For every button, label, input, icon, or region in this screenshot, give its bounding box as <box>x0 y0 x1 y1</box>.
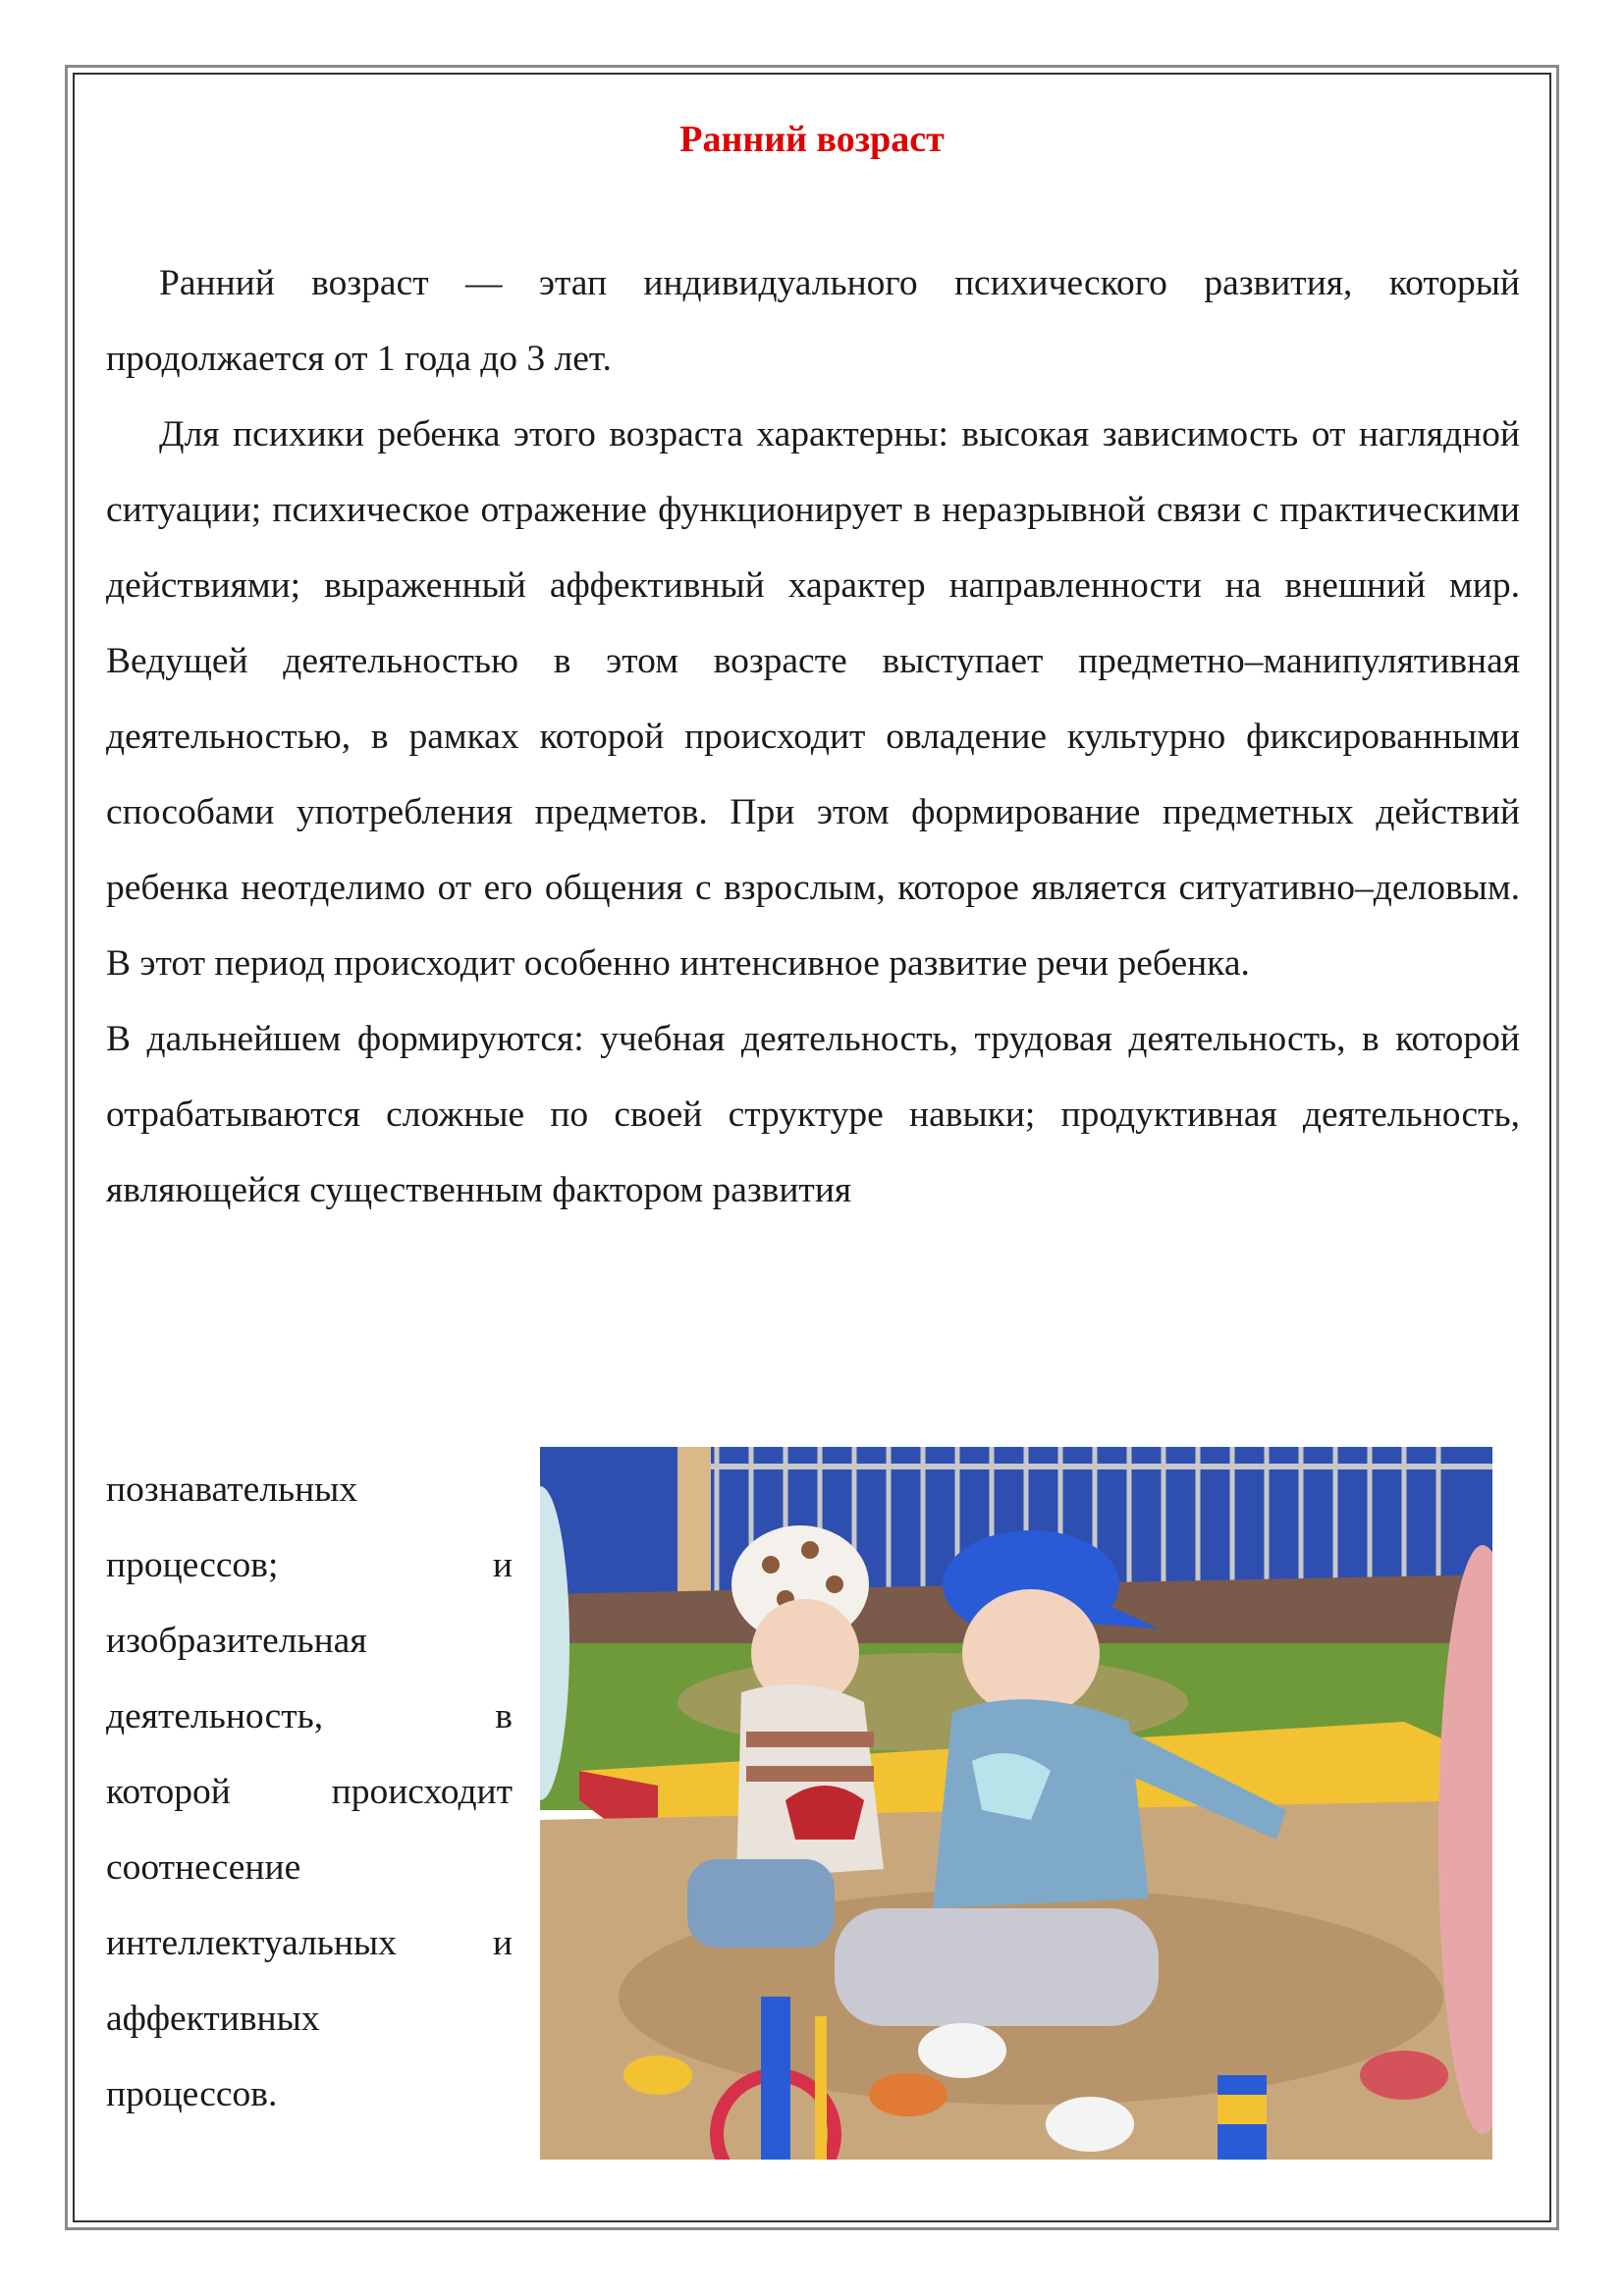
paragraph-definition: Ранний возраст — этап индивидуального психического развития, который продолжается от 1 года до 3 лет. <box>106 263 1520 379</box>
paragraph-later-activities: В дальнейшем формируются: учебная деятельность, трудовая деятельность, в которой отрабатываются сложные по своей структуре навыки; продуктивная деятельность, являющейся существенным фактором развития <box>106 1019 1520 1210</box>
side-line: которой происходит <box>106 1772 513 1812</box>
side-line: соотнесение <box>106 1847 301 1888</box>
side-line: процессов. <box>106 2074 278 2114</box>
side-line: деятельность, в <box>106 1696 513 1736</box>
side-line: познавательных <box>106 1469 358 1510</box>
side-line: интеллектуальных и <box>106 1923 513 1963</box>
paragraph-characteristics: Для психики ребенка этого возраста характерны: высокая зависимость от наглядной ситуации; психическое отражение функционирует в неразрывной связи с практическими действиями; выраженный аффективный характер направленности на внешний мир. Ведущей деятельностью в этом возрасте выступает предметно–манипулятивная деятельностью, в рамках которой происходит овладение культурно фиксированными способами употребления предметов. При этом формирование предметных действий ребенка неотделимо от его общения с взрослым, которое является ситуативно–деловым. В этот период происходит особенно интенсивное развитие речи ребенка. <box>106 414 1520 984</box>
document-body <box>106 245 1520 1228</box>
side-text-column <box>106 1452 513 2132</box>
page-title: Ранний возраст <box>679 119 945 160</box>
children-playing-in-sandbox-photo <box>540 1447 1492 2160</box>
side-line: процессов; и <box>106 1545 513 1585</box>
side-line: аффективных <box>106 1999 320 2039</box>
side-line: изобразительная <box>106 1621 367 1661</box>
